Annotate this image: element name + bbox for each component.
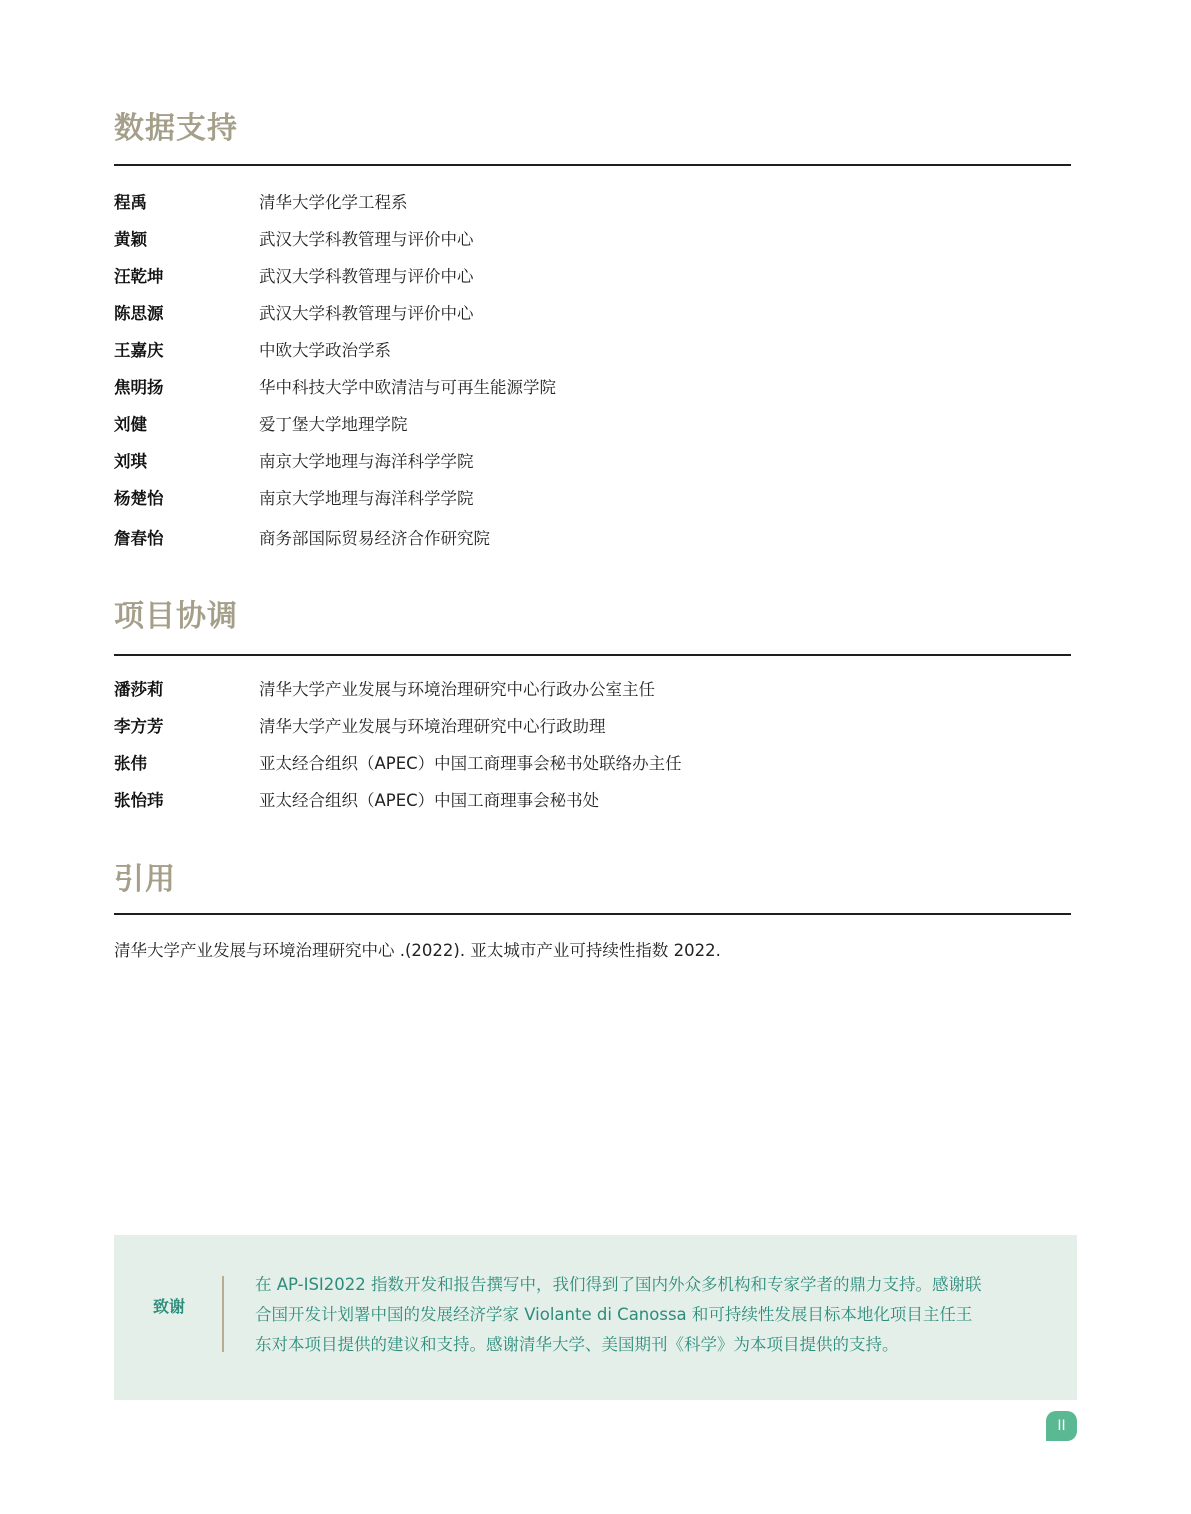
coordinator-role: 清华大学产业发展与环境治理研究中心行政办公室主任 (259, 680, 655, 699)
contributor-row (114, 450, 1071, 474)
contributor-row (114, 527, 1071, 551)
coordinator-name: 李方芳 (114, 717, 164, 736)
contributor-affiliation: 商务部国际贸易经济合作研究院 (259, 529, 490, 548)
contributor-row (114, 228, 1071, 252)
contributor-affiliation: 爱丁堡大学地理学院 (259, 415, 408, 434)
contributor-name: 刘琪 (114, 452, 147, 471)
section-divider (114, 164, 1071, 166)
coordinator-row (114, 789, 1071, 813)
acknowledgement-line: 东对本项目提供的建议和支持。感谢清华大学、美国期刊《科学》为本项目提供的支持。 (255, 1335, 899, 1354)
contributor-name: 詹春怡 (114, 529, 164, 548)
coordinator-row (114, 678, 1071, 702)
coordinator-row (114, 715, 1071, 739)
contributor-row (114, 265, 1071, 289)
contributor-row (114, 487, 1071, 511)
contributor-name: 王嘉庆 (114, 341, 164, 360)
contributor-name: 焦明扬 (114, 378, 164, 397)
contributor-affiliation: 南京大学地理与海洋科学学院 (259, 489, 474, 508)
coordinator-role: 亚太经合组织（APEC）中国工商理事会秘书处联络办主任 (259, 754, 682, 773)
section-title-coordination: 项目协调 (114, 599, 238, 634)
contributor-affiliation: 清华大学化学工程系 (259, 193, 408, 212)
acknowledgement-divider (222, 1276, 224, 1352)
acknowledgement-label: 致谢 (153, 1297, 186, 1316)
section-divider (114, 913, 1071, 915)
contributor-name: 汪乾坤 (114, 267, 164, 286)
contributor-row (114, 413, 1071, 437)
coordinator-name: 潘莎莉 (114, 680, 164, 699)
acknowledgement-box (114, 1235, 1077, 1400)
contributor-row (114, 376, 1071, 400)
section-divider (114, 654, 1071, 656)
contributor-name: 杨楚怡 (114, 489, 164, 508)
acknowledgement-line: 在 AP-ISI2022 指数开发和报告撰写中，我们得到了国内外众多机构和专家学者的鼎力支持。感谢联 (255, 1275, 982, 1294)
coordinator-role: 亚太经合组织（APEC）中国工商理事会秘书处 (259, 791, 600, 810)
coordinator-role: 清华大学产业发展与环境治理研究中心行政助理 (259, 717, 606, 736)
section-title-citation: 引用 (114, 862, 176, 897)
contributor-affiliation: 武汉大学科教管理与评价中心 (259, 230, 474, 249)
contributor-name: 陈思源 (114, 304, 164, 323)
contributor-affiliation: 南京大学地理与海洋科学学院 (259, 452, 474, 471)
contributor-name: 刘健 (114, 415, 147, 434)
coordinator-name: 张伟 (114, 754, 147, 773)
contributor-affiliation: 华中科技大学中欧清洁与可再生能源学院 (259, 378, 556, 397)
section-title-data-support: 数据支持 (114, 111, 238, 146)
contributor-name: 程禹 (114, 193, 147, 212)
contributor-affiliation: 武汉大学科教管理与评价中心 (259, 304, 474, 323)
page-number-badge: II (1046, 1411, 1077, 1441)
coordinator-row (114, 752, 1071, 776)
acknowledgement-text (255, 1270, 1045, 1360)
contributor-row (114, 191, 1071, 215)
contributor-row (114, 302, 1071, 326)
coordinator-name: 张怡玮 (114, 791, 164, 810)
contributor-name: 黄颖 (114, 230, 147, 249)
citation-text: 清华大学产业发展与环境治理研究中心 .(2022). 亚太城市产业可持续性指数 2022. (114, 941, 721, 960)
contributor-row (114, 339, 1071, 363)
contributor-affiliation: 武汉大学科教管理与评价中心 (259, 267, 474, 286)
acknowledgement-line: 合国开发计划署中国的发展经济学家 Violante di Canossa 和可持续性发展目标本地化项目主任王 (255, 1305, 973, 1324)
contributor-affiliation: 中欧大学政治学系 (259, 341, 391, 360)
